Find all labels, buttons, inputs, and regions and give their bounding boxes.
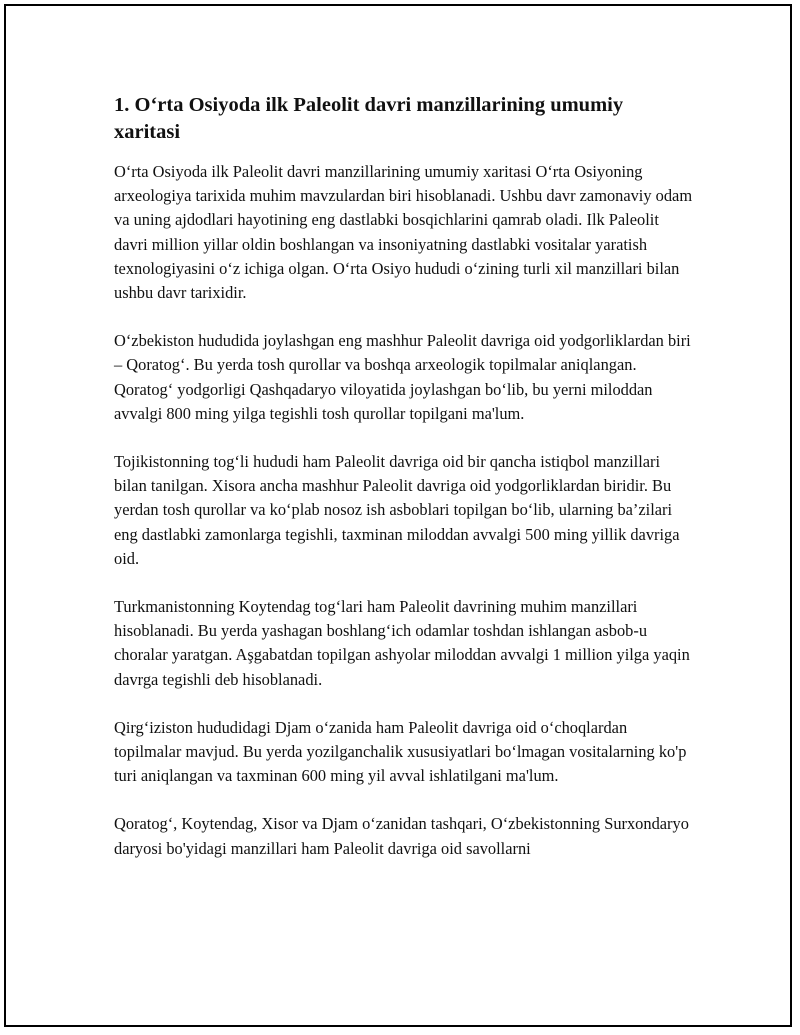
paragraph-3: Tojikistonning tog‘li hududi ham Paleolit davriga oid bir qancha istiqbol manzillari bilan tanilgan. Xisora ancha mashhur Paleolit davriga oid yodgorliklardan biridir. Bu yerdan tosh qurollar va ko‘plab nosoz ish asboblari topilgan bo‘lib, ularning ba’zilari eng dastlabki zamonlarga tegishli, taxminan miloddan avvalgi 500 ming yillik davriga oid. <box>114 452 680 568</box>
paragraph-4: Turkmanistonning Koytendag tog‘lari ham Paleolit davrining muhim manzillari hisoblanadi. Bu yerda yashagan boshlang‘ich odamlar toshdan ishlangan asbob-u choralar yaratgan. Aşgabatdan topilgan ashyolar miloddan avvalgi 1 million yilga yaqin davrga tegishli deb hisoblanadi. <box>114 597 690 689</box>
section-heading: 1. O‘rta Osiyoda ilk Paleolit davri manzillarining umumiy xaritasi <box>114 94 624 143</box>
paragraph-6: Qoratog‘, Koytendag, Xisor va Djam o‘zanidan tashqari, O‘zbekistonning Surxondaryo daryosi bo'yidagi manzillari ham Paleolit davriga oid savollarni <box>114 814 689 858</box>
document-body <box>114 92 694 885</box>
paragraph-5: Qirg‘iziston hududidagi Djam o‘zanida ham Paleolit davriga oid o‘choqlardan topilmalar mavjud. Bu yerda yozilganchalik xususiyatlari bo‘lmagan vositalarning ko'p turi aniqlangan va taxminan 600 ming yil avval ishlatilgani ma'lum. <box>114 717 687 786</box>
paragraph-1: O‘rta Osiyoda ilk Paleolit davri manzillarining umumiy xaritasi O‘rta Osiyoning arxeologiya tarixida muhim mavzulardan biri hisoblanadi. Ushbu davr zamonaviy odam va uning ajdodlari hayotining eng dastlabki bosqichlarini qamrab oladi. Ilk Paleolit davri million yillar oldin boshlangan va insoniyatning dastlabki vositalar yaratish texnologiyasini o‘z ichiga olgan. O‘rta Osiyo hududi o‘zining turli xil manzillari bilan ushbu davr tarixidir. <box>114 162 693 303</box>
paragraph-2: O‘zbekiston hududida joylashgan eng mashhur Paleolit davriga oid yodgorliklardan biri – Qoratog‘. Bu yerda tosh qurollar va boshqa arxeologik topilmalar aniqlangan. Qoratog‘ yodgorligi Qashqadaryo viloyatida joylashgan bo‘lib, bu yerni miloddan avvalgi 800 ming yilga tegishli tosh qurollar topilgani ma'lum. <box>114 331 691 423</box>
